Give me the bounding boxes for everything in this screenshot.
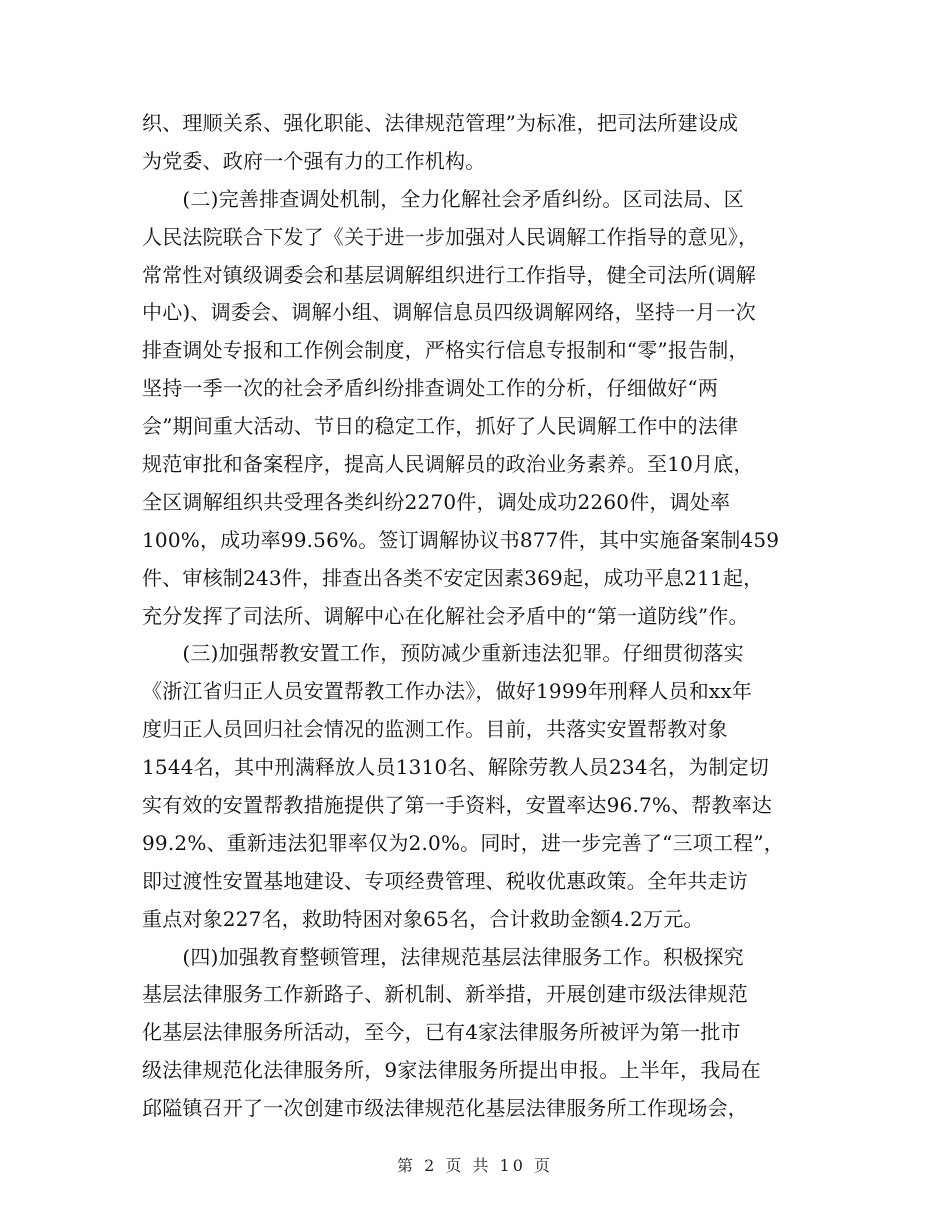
text-line: 件、审核制243件，排查出各类不安定因素369起，成功平息211起，: [142, 565, 764, 590]
text-line: 全区调解组织共受理各类纠纷2270件，调处成功2260件，调处率: [142, 489, 731, 514]
text-line: 为党委、政府一个强有力的工作机构。: [142, 148, 486, 173]
document-body: [142, 105, 832, 1128]
text-line: 规范审批和备案程序，提高人民调解员的政治业务素养。至10月底，: [142, 452, 754, 477]
text-line: (四)加强教育整顿管理，法律规范基层法律服务工作。积极探究: [142, 944, 744, 969]
text-line: 人民法院联合下发了《关于进一步加强对人民调解工作指导的意见》，: [142, 224, 759, 249]
text-line: 99.2%、重新违法犯罪率仅为2.0%。同时，进一步完善了“三项工程”，: [142, 830, 784, 855]
text-line: 排查调处专报和工作例会制度，严格实行信息专报制和“零”报告制，: [142, 338, 749, 363]
text-line: 中心)、调委会、调解小组、调解信息员四级调解网络，坚持一月一次: [142, 300, 757, 325]
text-line: 《浙江省归正人员安置帮教工作办法》，做好1999年刑释人员和xx年: [142, 679, 753, 704]
text-line: 会”期间重大活动、节日的稳定工作，抓好了人民调解工作中的法律: [142, 414, 739, 439]
text-line: 级法律规范化法律服务所，9家法律服务所提出申报。上半年，我局在: [142, 1058, 761, 1083]
text-line: 100%，成功率99.56%。签订调解协议书877件，其中实施备案制459: [142, 527, 780, 552]
text-line: (二)完善排查调处机制，全力化解社会矛盾纠纷。区司法局、区: [142, 186, 744, 211]
text-line: 实有效的安置帮教措施提供了第一手资料，安置率达96.7%、帮教率达: [142, 793, 773, 818]
text-line: 化基层法律服务所活动，至今，已有4家法律服务所被评为第一批市: [142, 1020, 741, 1045]
text-line: 1544名，其中刑满释放人员1310名、解除劳教人员234名，为制定切: [142, 755, 769, 780]
text-line: 充分发挥了司法所、调解中心在化解社会矛盾中的“第一道防线”作。: [142, 603, 749, 628]
text-line: (三)加强帮教安置工作，预防减少重新违法犯罪。仔细贯彻落实: [142, 641, 744, 666]
page-number-footer: 第 2 页 共 10 页: [397, 1156, 553, 1175]
text-line: 基层法律服务工作新路子、新机制、新举措，开展创建市级法律规范: [142, 982, 748, 1007]
text-line: 即过渡性安置基地建设、专项经费管理、税收优惠政策。全年共走访: [142, 868, 748, 893]
text-line: 织、理顺关系、强化职能、法律规范管理”为标准，把司法所建设成: [142, 111, 739, 135]
text-line: 度归正人员回归社会情况的监测工作。目前，共落实安置帮教对象: [142, 717, 728, 742]
text-line: 重点对象227名，救助特困对象65名，合计救助金额4.2万元。: [142, 906, 704, 931]
text-line: 邱隘镇召开了一次创建市级法律规范化基层法律服务所工作现场会，: [142, 1096, 748, 1121]
text-line: 常常性对镇级调委会和基层调解组织进行工作指导，健全司法所(调解: [142, 262, 757, 287]
text-line: 坚持一季一次的社会矛盾纠纷排查调处工作的分析，仔细做好“两: [142, 376, 719, 401]
